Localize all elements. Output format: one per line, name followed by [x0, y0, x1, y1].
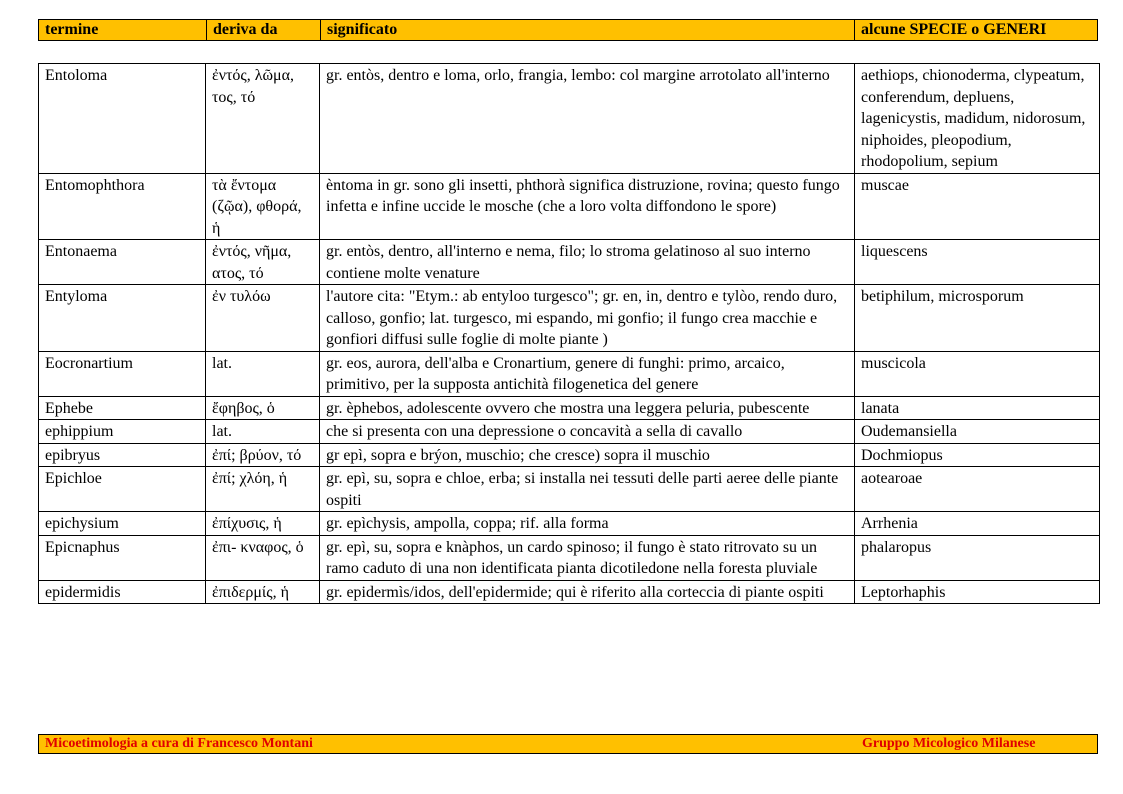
table-row — [39, 535, 1100, 580]
footer-bar — [38, 734, 1098, 754]
cell-deriva-da: ἐντός, λῶμα, τος, τό — [206, 64, 320, 174]
table-row — [39, 420, 1100, 444]
cell-significato: gr. èphebos, adolescente ovvero che mostra una leggera peluria, pubescente — [320, 396, 855, 420]
cell-deriva-da: ἐπιδερμίς, ἡ — [206, 580, 320, 604]
cell-specie: liquescens — [855, 240, 1100, 285]
cell-termine: Entyloma — [39, 285, 206, 352]
cell-specie: betiphilum, microsporum — [855, 285, 1100, 352]
cell-specie: Dochmiopus — [855, 443, 1100, 467]
cell-significato: che si presenta con una depressione o concavità a sella di cavallo — [320, 420, 855, 444]
cell-termine: Epicnaphus — [39, 535, 206, 580]
table-row — [39, 351, 1100, 396]
cell-termine: Entonaema — [39, 240, 206, 285]
cell-termine: Eocronartium — [39, 351, 206, 396]
cell-specie: lanata — [855, 396, 1100, 420]
cell-deriva-da: lat. — [206, 351, 320, 396]
cell-termine: epichysium — [39, 512, 206, 536]
cell-termine: epidermidis — [39, 580, 206, 604]
cell-specie: Leptorhaphis — [855, 580, 1100, 604]
cell-termine: ephippium — [39, 420, 206, 444]
cell-deriva-da: lat. — [206, 420, 320, 444]
cell-significato: gr. eos, aurora, dell'alba e Cronartium, genere di funghi: primo, arcaico, primitivo, per la supposta antichità filogenetica del genere — [320, 351, 855, 396]
cell-significato: gr. epìchysis, ampolla, coppa; rif. alla forma — [320, 512, 855, 536]
cell-significato: gr. entòs, dentro e loma, orlo, frangia, lembo: col margine arrotolato all'interno — [320, 64, 855, 174]
cell-specie: Arrhenia — [855, 512, 1100, 536]
table-row — [39, 240, 1100, 285]
footer-group: Gruppo Micologico Milanese — [862, 736, 1036, 751]
cell-deriva-da: ἔφηβος, ὁ — [206, 396, 320, 420]
cell-specie: phalaropus — [855, 535, 1100, 580]
header-deriva-da: deriva da — [207, 20, 321, 40]
cell-significato: gr. epidermìs/idos, dell'epidermide; qui è riferito alla corteccia di piante ospiti — [320, 580, 855, 604]
header-significato: significato — [321, 20, 855, 40]
cell-termine: Entomophthora — [39, 173, 206, 240]
header-termine: termine — [39, 20, 207, 40]
cell-significato: èntoma in gr. sono gli insetti, phthorà significa distruzione, rovina; questo fungo infetta e infine uccide le mosche (che a loro volta diffondono le spore) — [320, 173, 855, 240]
cell-significato: gr. epì, su, sopra e chloe, erba; si installa nei tessuti delle parti aeree delle piante ospiti — [320, 467, 855, 512]
cell-specie: muscae — [855, 173, 1100, 240]
cell-significato: gr epì, sopra e brýon, muschio; che cresce) sopra il muschio — [320, 443, 855, 467]
table-row — [39, 396, 1100, 420]
table-row — [39, 467, 1100, 512]
cell-specie: aethiops, chionoderma, clypeatum, conferendum, depluens, lagenicystis, madidum, nidorosum, niphoides, pleopodium, rhodopolium, sepium — [855, 64, 1100, 174]
header-specie-generi: alcune SPECIE o GENERI — [861, 21, 1047, 38]
table-row — [39, 173, 1100, 240]
cell-deriva-da: τὰ ἔντομα (ζῷα), φθορά, ἡ — [206, 173, 320, 240]
column-header-bar — [38, 19, 1098, 41]
cell-significato: gr. entòs, dentro, all'interno e nema, filo; lo stroma gelatinoso al suo interno contiene molte venature — [320, 240, 855, 285]
cell-termine: Epichloe — [39, 467, 206, 512]
cell-significato: l'autore cita: "Etym.: ab entyloo turgesco"; gr. en, in, dentro e tylòo, rendo duro, calloso, gonfio; lat. turgesco, mi espando, mi gonfio; il fungo crea macchie e gonfiori diffusi sulle foglie di molte piante ) — [320, 285, 855, 352]
cell-deriva-da: ἐντός, νῆμα, ατος, τό — [206, 240, 320, 285]
cell-deriva-da: ἐπι- κναφος, ὁ — [206, 535, 320, 580]
cell-deriva-da: ἐπί; βρύον, τό — [206, 443, 320, 467]
table-row — [39, 512, 1100, 536]
footer-author: Micoetimologia a cura di Francesco Montani — [45, 736, 313, 751]
cell-deriva-da: ἐπί; χλόη, ἡ — [206, 467, 320, 512]
cell-deriva-da: ἐν τυλόω — [206, 285, 320, 352]
table-row — [39, 580, 1100, 604]
cell-termine: epibryus — [39, 443, 206, 467]
cell-termine: Entoloma — [39, 64, 206, 174]
table-row — [39, 443, 1100, 467]
cell-specie: Oudemansiella — [855, 420, 1100, 444]
cell-deriva-da: ἐπίχυσις, ἡ — [206, 512, 320, 536]
cell-significato: gr. epì, su, sopra e knàphos, un cardo spinoso; il fungo è stato ritrovato su un ramo caduto di una non identificata pianta dicotiledone nella foresta pluviale — [320, 535, 855, 580]
etymology-table — [38, 63, 1100, 604]
table-row — [39, 64, 1100, 174]
cell-specie: muscicola — [855, 351, 1100, 396]
cell-termine: Ephebe — [39, 396, 206, 420]
table-row — [39, 285, 1100, 352]
cell-specie: aotearoae — [855, 467, 1100, 512]
